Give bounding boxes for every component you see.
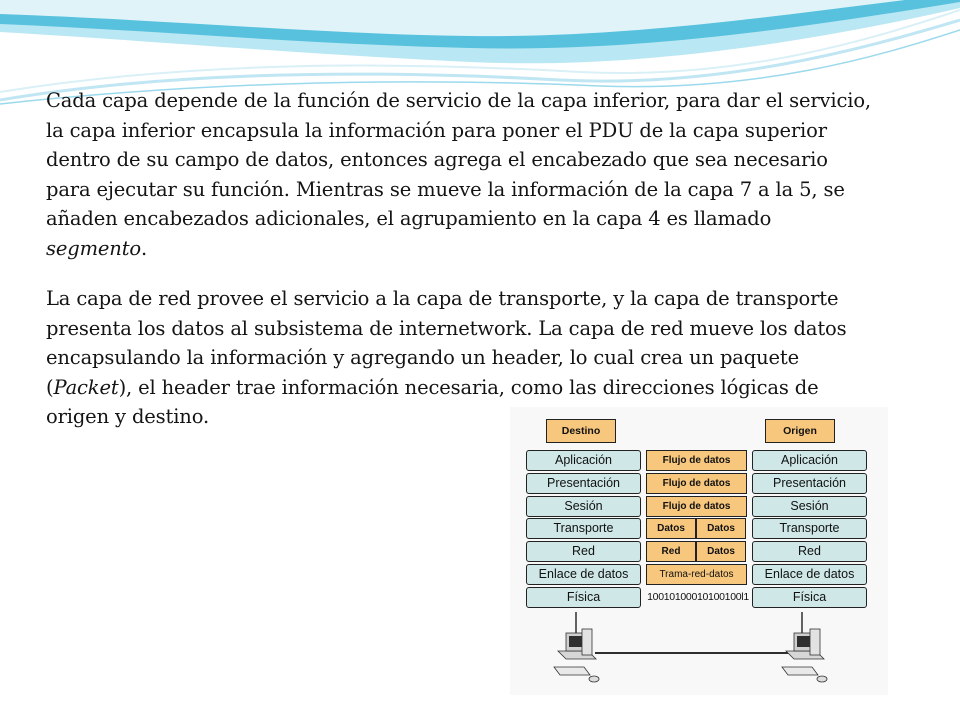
pdu-flujo-aplicacion: Flujo de datos <box>646 450 747 471</box>
destino-label: Destino <box>546 419 616 443</box>
pdu-red-header: Red <box>646 541 696 562</box>
origen-layer-fisica: Física <box>752 587 867 608</box>
segment-term: segmento <box>46 236 141 260</box>
destino-layer-transporte: Transporte <box>526 518 641 539</box>
text-line: la capa inferior encapsula la información para poner el PDU de la capa superior <box>46 118 827 142</box>
text-line: origen y destino. <box>46 405 210 428</box>
line-rest: ), el header trae información necesaria, como las direcciones lógicas de <box>118 375 819 399</box>
destino-layer-red: Red <box>526 541 641 562</box>
text-line: dentro de su campo de datos, entonces agrega el encabezado que sea necesario <box>46 148 828 171</box>
text-line: Cada capa depende de la función de servicio de la capa inferior, para dar el servicio, <box>46 89 871 112</box>
paren-open: ( <box>46 375 54 399</box>
packet-term: Packet <box>53 375 119 399</box>
destino-layer-presentacion: Presentación <box>526 473 641 494</box>
origen-layer-aplicacion: Aplicación <box>752 450 867 471</box>
text-line: encapsulando la información y agregando un header, lo cual crea un paquete <box>46 346 799 369</box>
origen-layer-enlace: Enlace de datos <box>752 564 867 585</box>
text-line: para ejecutar su función. Mientras se mueve la información de la capa 7 a la 5, se <box>46 177 845 201</box>
origen-layer-presentacion: Presentación <box>752 473 867 494</box>
destino-computer-icon <box>554 629 599 682</box>
pdu-red-datos: Datos <box>696 541 746 562</box>
osi-encapsulation-diagram <box>510 407 888 695</box>
destino-layer-fisica: Física <box>526 587 641 608</box>
pdu-transporte-datos: Datos <box>696 518 746 539</box>
pdu-trama: Trama-red-datos <box>646 564 747 585</box>
text-line: añaden encabezados adicionales, el agrupamiento en la capa 4 es llamado <box>46 207 772 230</box>
text-line <box>46 373 916 403</box>
origen-layer-sesion: Sesión <box>752 496 867 517</box>
destino-layer-sesion: Sesión <box>526 496 641 517</box>
pdu-transporte-header: Datos <box>646 518 696 539</box>
period: . <box>141 236 148 260</box>
origen-layer-transporte: Transporte <box>752 518 867 539</box>
text-line <box>46 234 916 264</box>
paragraph-encapsulation <box>46 86 916 263</box>
text-line: La capa de red provee el servicio a la capa de transporte, y la capa de transporte <box>46 287 839 310</box>
pdu-flujo-sesion: Flujo de datos <box>646 496 747 517</box>
origen-label: Origen <box>765 419 835 443</box>
pdu-flujo-presentacion: Flujo de datos <box>646 473 747 494</box>
destino-layer-enlace: Enlace de datos <box>526 564 641 585</box>
origen-computer-icon <box>782 629 827 682</box>
destino-layer-aplicacion: Aplicación <box>526 450 641 471</box>
text-line: presenta los datos al subsistema de internetwork. La capa de red mueve los datos <box>46 316 847 340</box>
origen-layer-red: Red <box>752 541 867 562</box>
pdu-bits: 10010100010100100l1 <box>647 591 749 603</box>
